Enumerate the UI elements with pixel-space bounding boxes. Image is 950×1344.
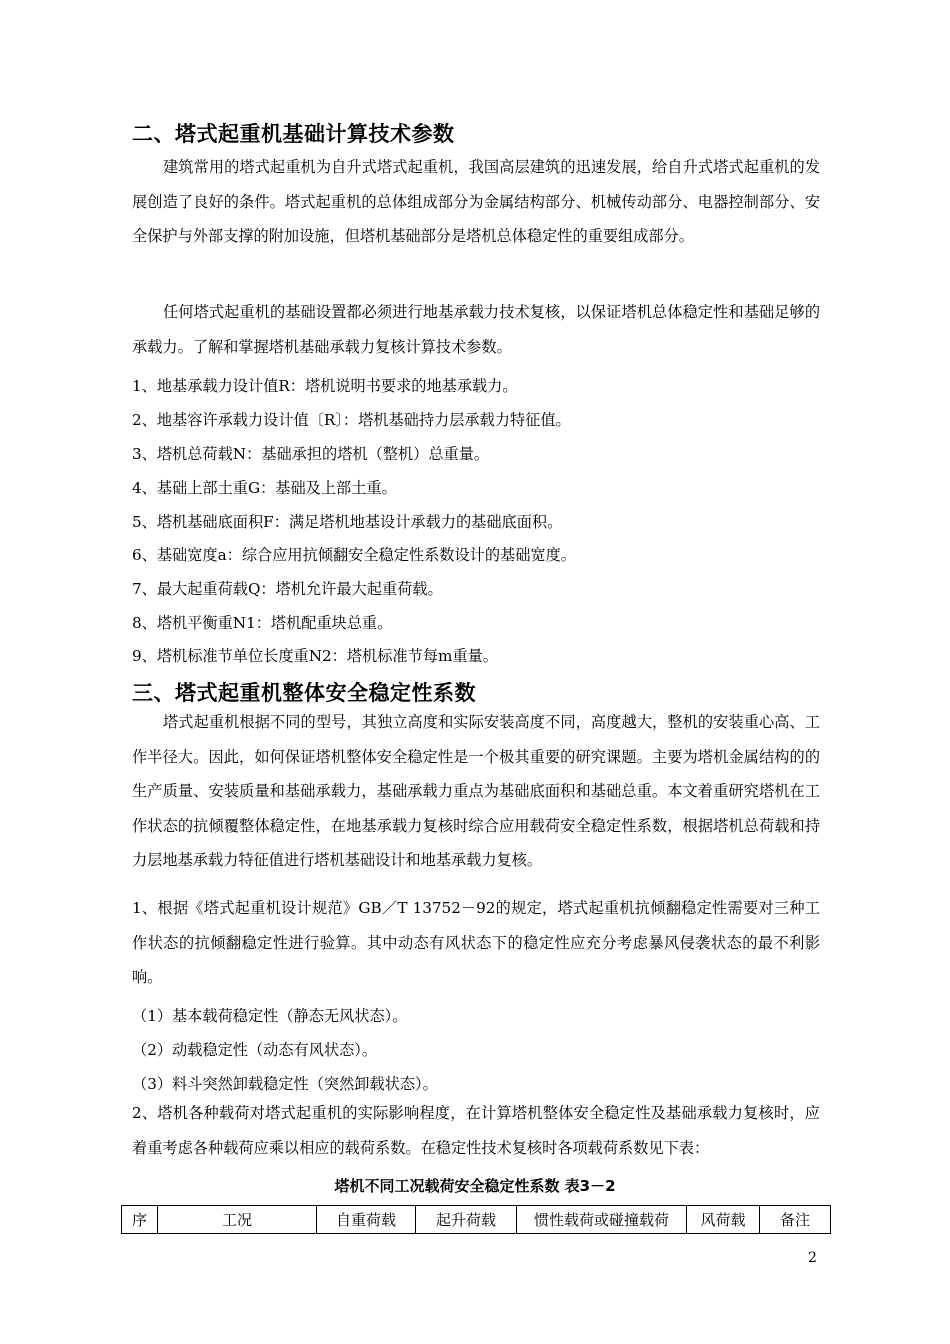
param-item: 9、塔机标准节单位长度重N2：塔机标准节每m重量。 [132, 647, 498, 665]
section-3-paragraph-3: 2、塔机各种载荷对塔式起重机的实际影响程度，在计算塔机整体安全稳定性及基础承载力复核时，应着重考虑各种载荷应乘以相应的载荷系数。在稳定性技术复核时各项载荷系数见下表： [132, 1104, 820, 1157]
param-item: 4、基础上部土重G：基础及上部土重。 [132, 479, 397, 497]
table-header-cell: 工况 [158, 1206, 317, 1234]
section-3-heading: 三、塔式起重机整体安全稳定性系数 [132, 681, 476, 705]
section-2-heading: 二、塔式起重机基础计算技术参数 [132, 122, 455, 146]
param-item: 1、地基承载力设计值R：塔机说明书要求的地基承载力。 [132, 377, 518, 395]
table-header-row [122, 1206, 831, 1234]
page-number: 2 [808, 1250, 817, 1266]
stability-state-item: （3）料斗突然卸载稳定性（突然卸载状态）。 [132, 1075, 438, 1093]
table-header-cell: 自重荷载 [317, 1206, 416, 1234]
stability-state-item: （1）基本载荷稳定性（静态无风状态）。 [132, 1007, 408, 1025]
param-item: 7、最大起重荷载Q：塔机允许最大起重荷载。 [132, 580, 443, 598]
param-item: 3、塔机总荷载N：基础承担的塔机（整机）总重量。 [132, 445, 490, 463]
stability-state-item: （2）动载稳定性（动态有风状态）。 [132, 1041, 378, 1059]
param-item: 5、塔机基础底面积F：满足塔机地基设计承载力的基础底面积。 [132, 513, 563, 531]
table-caption: 塔机不同工况载荷安全稳定性系数 表3－2 [334, 1177, 616, 1195]
table-header-cell: 序 [122, 1206, 158, 1234]
param-item: 8、塔机平衡重N1：塔机配重块总重。 [132, 614, 393, 632]
section-3-paragraph-1: 塔式起重机根据不同的型号，其独立高度和实际安装高度不同，高度越大，整机的安装重心高、工作半径大。因此，如何保证塔机整体安全稳定性是一个极其重要的研究课题。主要为塔机金属结构的的生产质量、安装质量和基础承载力，基础承载力重点为基础底面积和基础总重。本文着重研究塔机在工作状态的抗倾覆整体稳定性，在地基承载力复核时综合应用载荷安全稳定性系数，根据塔机总荷载和持力层地基承载力特征值进行塔机基础设计和地基承载力复核。 [132, 713, 820, 870]
param-item: 2、地基容许承载力设计值〔R〕：塔机基础持力层承载力特征值。 [132, 411, 571, 429]
table-header-cell: 风荷载 [687, 1206, 760, 1234]
param-item: 6、基础宽度a：综合应用抗倾翻安全稳定性系数设计的基础宽度。 [132, 546, 576, 564]
load-factor-table [121, 1205, 831, 1234]
table-header-cell: 备注 [760, 1206, 831, 1234]
table-header-cell: 起升荷载 [416, 1206, 517, 1234]
table-header-cell: 惯性载荷或碰撞载荷 [517, 1206, 687, 1234]
section-2-paragraph-1: 建筑常用的塔式起重机为自升式塔式起重机，我国高层建筑的迅速发展，给自升式塔式起重机的发展创造了良好的条件。塔式起重机的总体组成部分为金属结构部分、机械传动部分、电器控制部分、安全保护与外部支撑的附加设施，但塔机基础部分是塔机总体稳定性的重要组成部分。 [132, 158, 820, 246]
section-3-paragraph-2: 1、根据《塔式起重机设计规范》GB／T 13752－92的规定，塔式起重机抗倾翻稳定性需要对三种工作状态的抗倾翻稳定性进行验算。其中动态有风状态下的稳定性应充分考虑暴风侵袭状态的最不利影响。 [132, 899, 820, 987]
section-2-paragraph-2: 任何塔式起重机的基础设置都必须进行地基承载力技术复核，以保证塔机总体稳定性和基础足够的承载力。了解和掌握塔机基础承载力复核计算技术参数。 [132, 303, 820, 356]
